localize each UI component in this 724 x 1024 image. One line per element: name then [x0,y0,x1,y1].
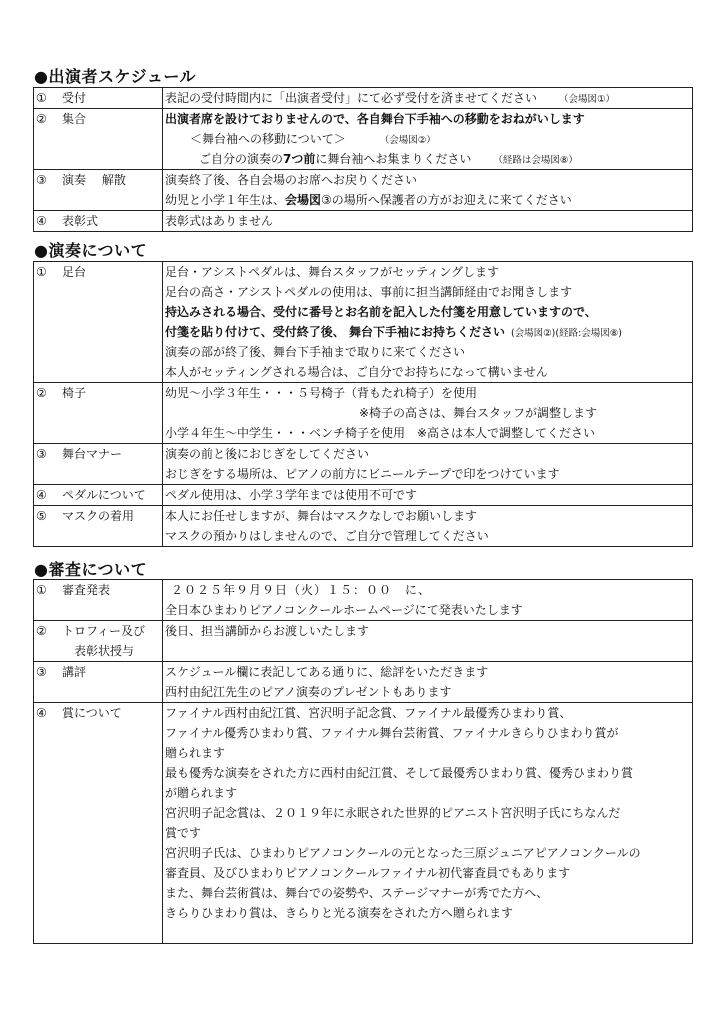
row-number: ④ [36,706,47,720]
row-line: 宮沢明子氏は、ひまわりピアノコンクールの元となった三原ジュニアピアノコンクールの [165,846,641,860]
row-line: 表記の受付時間内に「出演者受付」にて必ず受付を済ませてください （会場図①） [165,91,616,105]
row-line: ファイナル西村由紀江賞、宮沢明子記念賞、ファイナル最優秀ひまわり賞、 [165,706,572,720]
row-line: ファイナル優秀ひまわり賞、ファイナル舞台芸術賞、ファイナルきらりひまわり賞が [165,726,619,740]
row-label-continued: 表彰状授与 [74,644,135,658]
row-label: 演奏 解散 [62,173,126,187]
row-line: 表彰式はありません [165,214,274,228]
row-line: きらりひまわり賞は、きらりと光る演奏をされた方へ贈られます [165,906,514,920]
row-line: 全日本ひまわりピアノコンクールホームページにて発表いたします [165,603,523,617]
figure-reference: （経路は会場図⑧） [493,155,578,166]
row-line: 審査員、及びひまわりピアノコンクールファイナル初代審査員でもあります [165,866,571,880]
row-line: が贈られます [165,786,238,800]
row-number: ③ [36,173,47,187]
row-line: マスクの預かりはしませんので、ご自分で管理してください [165,529,489,543]
row-label: 足台 [62,265,87,279]
row-line: 西村由紀江先生のピアノ演奏のプレゼントもあります [165,685,452,699]
table-row [34,444,693,485]
row-line: ＜舞台袖への移動について＞ （会場図②） [190,132,436,146]
table-row [34,621,693,662]
row-line: おじぎをする場所は、ピアノの前方にビニールテープで印をつけています [165,467,560,481]
row-label: マスクの着用 [62,509,135,523]
row-line: 幼児と小学１年生は、会場図③の場所へ保護者の方がお迎えに来てください [165,193,572,207]
row-label: 集合 [62,112,87,126]
table-row [34,211,693,232]
table-row [34,485,693,506]
row-line: 本人がセッティングされる場合は、ご自分でお持ちになって構いません [165,365,548,379]
row-line: 持込みされる場合、受付に番号とお名前を記入した付箋を用意していますので、 [165,305,597,319]
row-line: 演奏終了後、各自会場のお席へお戻りください [165,173,418,187]
row-number: ③ [36,665,47,679]
row-line: スケジュール欄に表記してある通りに、総評をいただきます [165,665,489,679]
row-number: ② [36,386,47,400]
section-heading-judging: ●審査について [34,560,148,579]
table-row [34,109,693,170]
row-line: 足台の高さ・アシストペダルの使用は、事前に担当講師経由でお聞きします [165,285,573,299]
figure-reference: (会場図②)(経路:会場図⑧) [510,328,623,339]
table-row [34,703,693,944]
row-line: 後日、担当講師からお渡しいたします [165,624,370,638]
row-label: 椅子 [62,386,87,400]
row-label: 審査発表 [62,583,111,597]
row-line: ※椅子の高さは、舞台スタッフが調整します [359,406,598,420]
table-row [34,662,693,703]
figure-reference: （会場図①） [559,94,616,105]
schedule-table [33,87,693,232]
row-label: 舞台マナー [62,447,123,461]
row-line: 贈られます [165,746,226,760]
row-number: ① [36,583,47,597]
figure-reference: （会場図②） [379,135,436,146]
row-line: ペダル使用は、小学３学年までは使用不可です [165,488,418,502]
table-row [34,88,693,109]
row-line: 演奏の部が終了後、舞台下手袖まで取りに来てください [165,345,466,359]
row-line: ２０２５年９月９日（火）１５：００ に、 [171,583,432,597]
table-row [34,383,693,444]
row-number: ⑤ [36,509,47,523]
judging-table [33,579,693,944]
row-number: ② [36,624,47,638]
row-label: 講評 [62,665,87,679]
row-label: ペダルについて [62,488,146,502]
row-number: ④ [36,214,47,228]
row-line: 宮沢明子記念賞は、２０１９年に永眠された世界的ピアニスト宮沢明子氏にちなんだ [165,806,621,820]
row-line: ご自分の演奏の7つ前に舞台袖へお集まりください （経路は会場図⑧） [199,152,578,166]
row-number: ② [36,112,47,126]
section-heading-schedule: ●出演者スケジュール [34,67,197,86]
row-line: 出演者席を設けておりませんので、各自舞台下手袖への移動をおねがいします [165,112,585,126]
row-line: 演奏の前と後におじぎをしてください [165,447,370,461]
row-label: トロフィー及び [62,624,146,638]
row-label: 表彰式 [62,214,99,228]
table-row [34,170,693,211]
row-line: 賞です [165,826,202,840]
row-line: 付箋を貼り付けて、受付終了後、 舞台下手袖にお持ちください (会場図②)(経路:会場図⑧) [165,325,623,339]
row-number: ① [36,265,47,279]
table-row [34,262,693,383]
performance-table [33,261,693,547]
table-row [34,506,693,547]
row-number: ③ [36,447,47,461]
row-line: 本人にお任せしますが、舞台はマスクなしでお願いします [165,509,478,523]
row-line: 最も優秀な演奏をされた方に西村由紀江賞、そして最優秀ひまわり賞、優秀ひまわり賞 [165,766,634,780]
section-heading-performance: ●演奏について [34,241,148,260]
row-line: また、舞台芸術賞は、舞台での姿勢や、ステージマナーが秀でた方へ、 [165,886,549,900]
row-label: 賞について [62,706,122,720]
row-line: 小学４年生～中学生・・・ベンチ椅子を使用 ※高さは本人で調整してください [165,426,596,440]
row-number: ④ [36,488,47,502]
row-label: 受付 [62,91,87,105]
row-line: 幼児～小学３年生・・・５号椅子（背もたれ椅子）を使用 [165,386,478,400]
row-line: 足台・アシストペダルは、舞台スタッフがセッティングします [165,265,499,279]
table-row [34,580,693,621]
row-number: ① [36,91,47,105]
